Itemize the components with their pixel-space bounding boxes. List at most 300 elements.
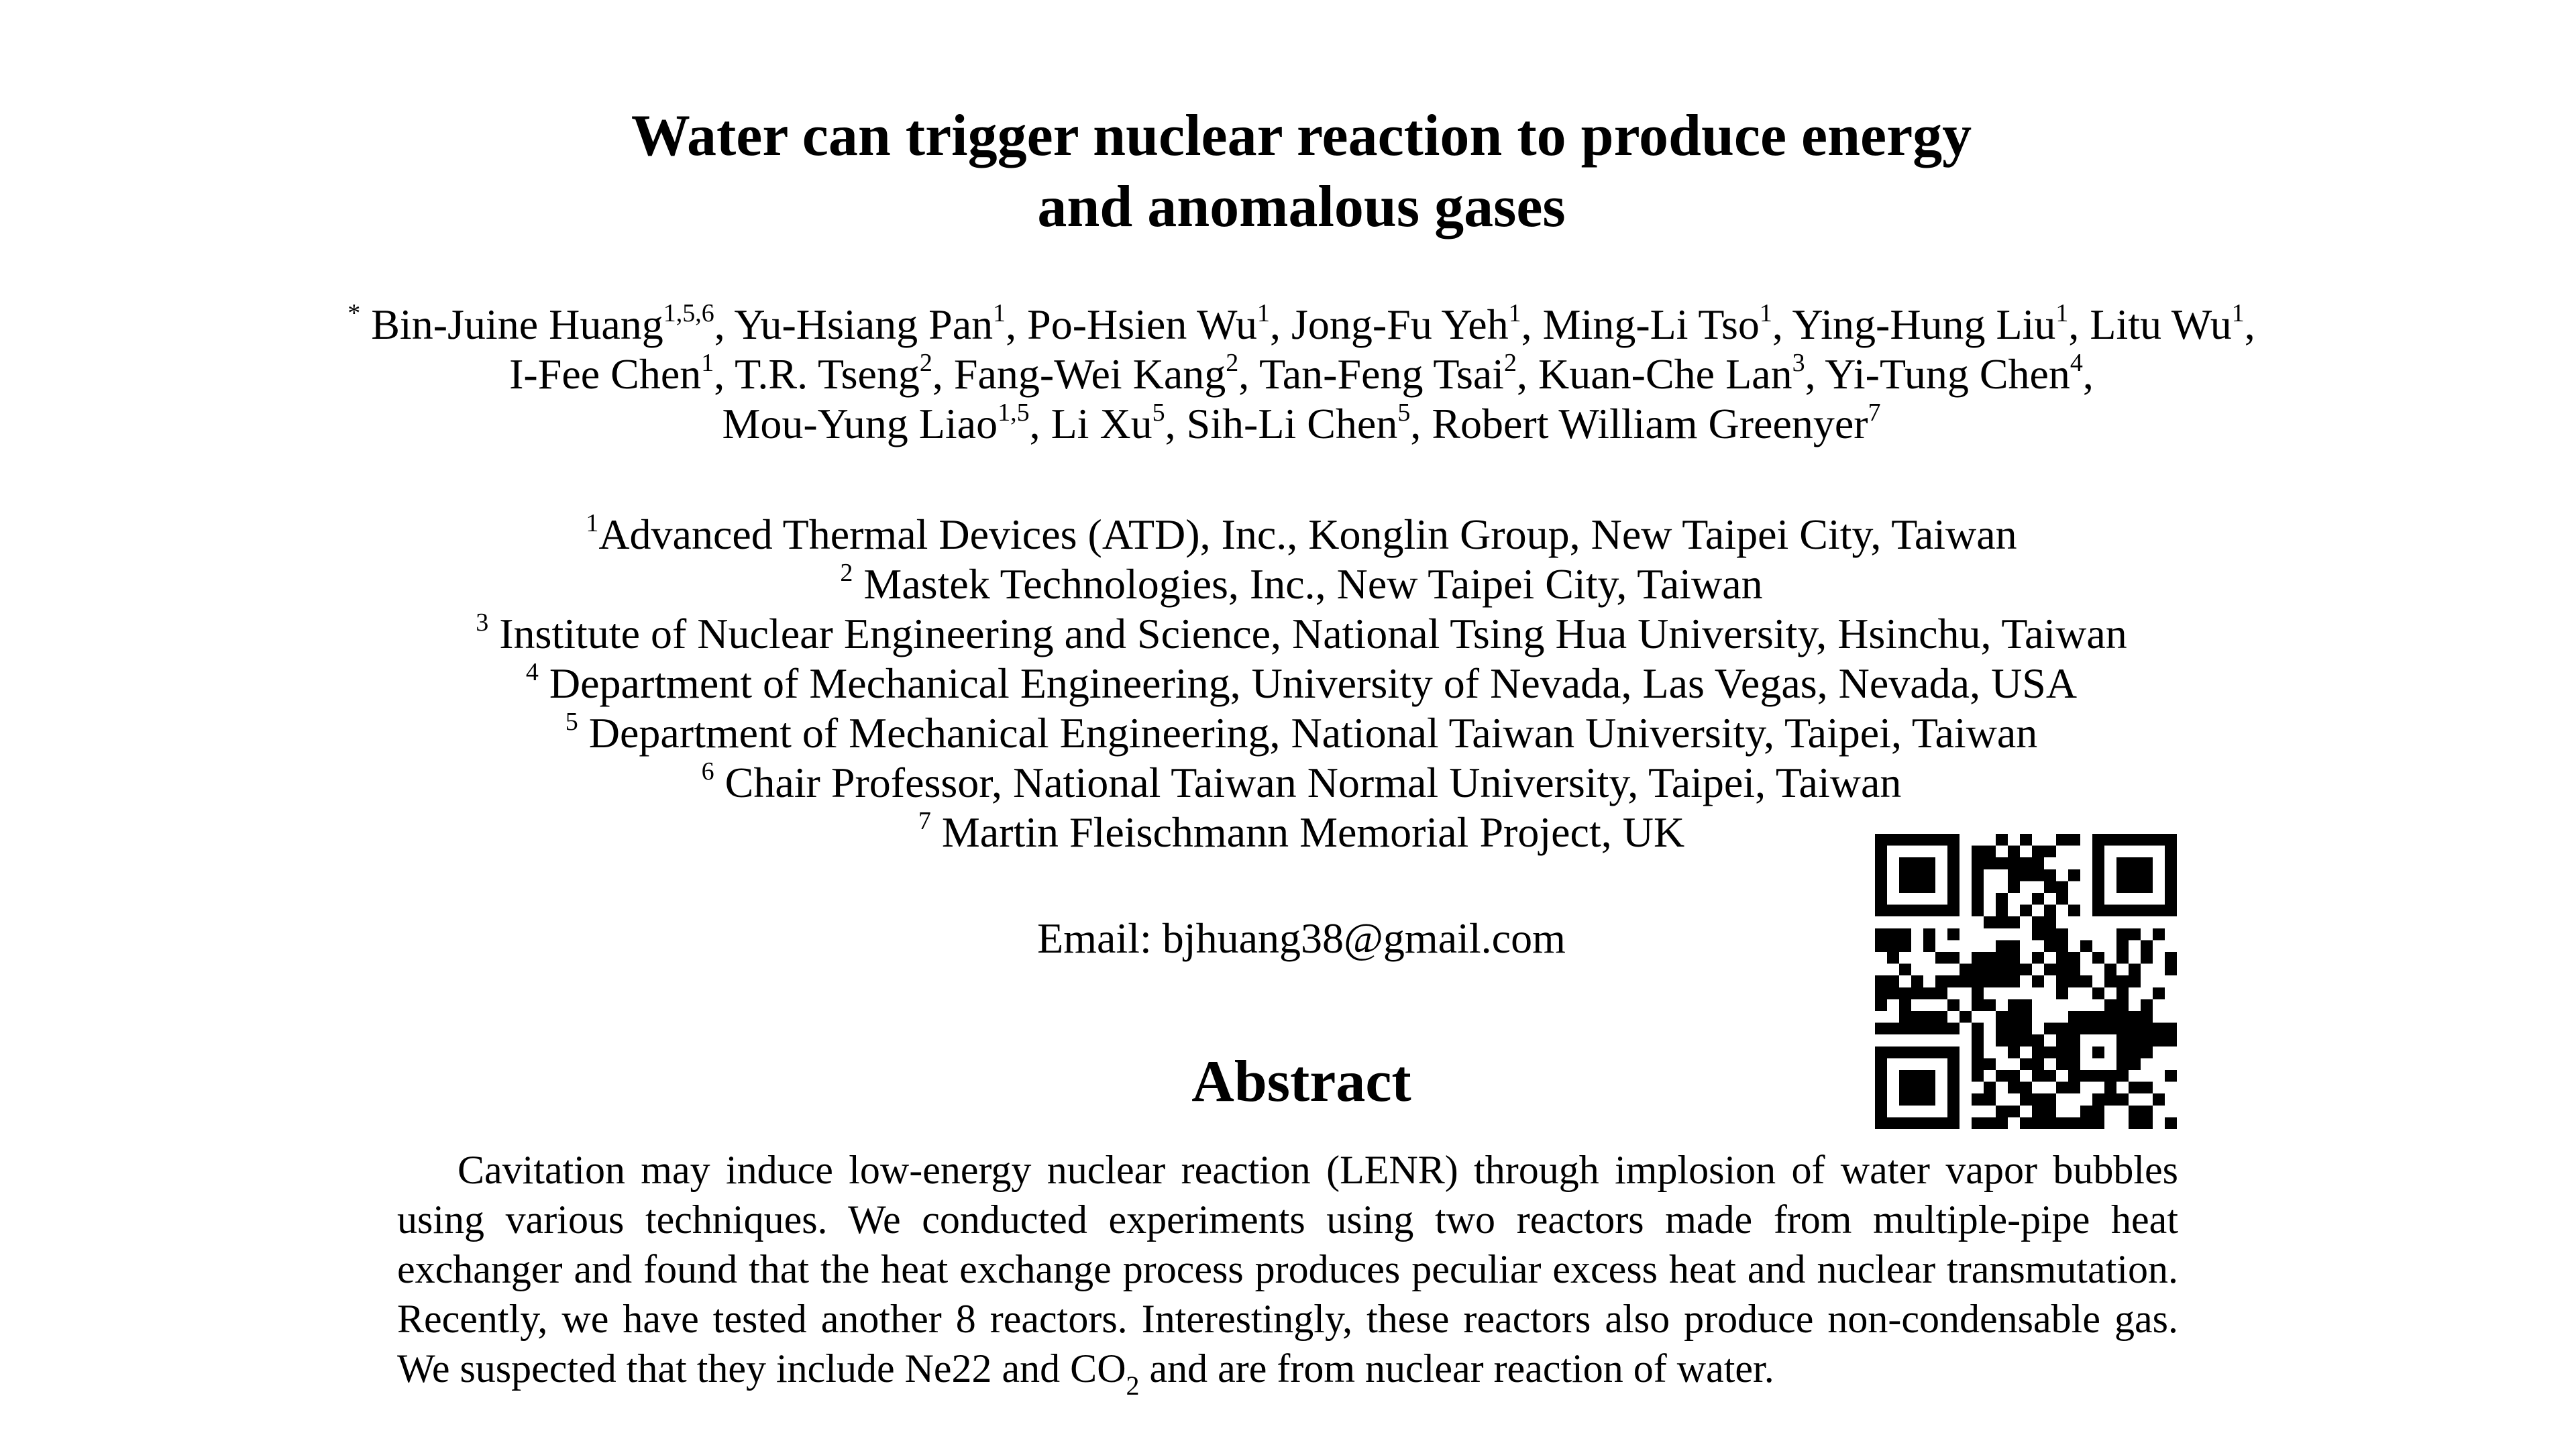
qr-module bbox=[1972, 881, 1984, 893]
qr-module bbox=[1911, 1011, 1923, 1023]
affiliation-number: 3 bbox=[476, 608, 489, 637]
qr-module bbox=[1996, 857, 2008, 869]
qr-module bbox=[2020, 1117, 2032, 1129]
qr-module bbox=[1875, 987, 1887, 1000]
qr-module bbox=[2153, 834, 2165, 846]
qr-module bbox=[1887, 952, 1899, 964]
qr-module bbox=[2080, 1117, 2092, 1129]
qr-module bbox=[2032, 893, 2044, 905]
qr-module bbox=[1923, 1117, 1935, 1129]
qr-module bbox=[2104, 1082, 2116, 1094]
qr-module bbox=[2056, 881, 2068, 893]
qr-module bbox=[2141, 857, 2153, 869]
author-affiliation-mark: 2 bbox=[919, 348, 932, 377]
author-name: Yu-Hsiang Pan bbox=[734, 301, 994, 348]
qr-module bbox=[2092, 1093, 2104, 1106]
author-name: Po-Hsien Wu bbox=[1027, 301, 1258, 348]
qr-module bbox=[1911, 1046, 1923, 1059]
qr-module bbox=[1996, 975, 2008, 987]
author-separator: , bbox=[1029, 400, 1051, 447]
qr-module bbox=[2129, 975, 2141, 987]
qr-module bbox=[2141, 940, 2153, 952]
author-name: Tan-Feng Tsai bbox=[1259, 350, 1505, 398]
qr-module bbox=[2116, 1046, 2129, 1059]
qr-module bbox=[2044, 940, 2056, 952]
affiliation-number: 7 bbox=[918, 806, 931, 835]
qr-module bbox=[1984, 952, 1996, 964]
qr-module bbox=[2044, 916, 2056, 928]
author-separator: , bbox=[1238, 350, 1260, 398]
author-separator: , bbox=[2082, 350, 2094, 398]
qr-module bbox=[1935, 987, 1947, 1000]
author-separator: , bbox=[1165, 400, 1187, 447]
qr-module bbox=[1923, 881, 1935, 893]
qr-module bbox=[2044, 905, 2056, 917]
author-separator: , bbox=[1410, 400, 1432, 447]
qr-module bbox=[2032, 916, 2044, 928]
qr-module bbox=[2044, 1093, 2056, 1106]
qr-module bbox=[1899, 1023, 1911, 1035]
qr-module bbox=[2092, 987, 2104, 1000]
qr-module bbox=[1947, 1023, 1960, 1035]
qr-module bbox=[1875, 1058, 1887, 1070]
affiliation-text: Martin Fleischmann Memorial Project, UK bbox=[930, 808, 1685, 856]
qr-module bbox=[2116, 1023, 2129, 1035]
qr-module bbox=[2044, 1070, 2056, 1082]
qr-module bbox=[1935, 952, 1947, 964]
qr-module bbox=[2032, 1058, 2044, 1070]
qr-module bbox=[1935, 1023, 1947, 1035]
qr-module bbox=[2056, 987, 2068, 1000]
qr-module bbox=[2092, 1070, 2104, 1082]
qr-module bbox=[1996, 834, 2008, 846]
qr-module bbox=[2104, 1093, 2116, 1106]
author-affiliation-mark: 4 bbox=[2070, 348, 2083, 377]
qr-module bbox=[1972, 987, 1984, 1000]
qr-module bbox=[2080, 1106, 2092, 1118]
affiliation-text: Institute of Nuclear Engineering and Science, National Tsing Hua University, Hsinchu, Taiwan bbox=[488, 610, 2127, 657]
qr-module bbox=[2032, 857, 2044, 869]
qr-module bbox=[2104, 1011, 2116, 1023]
qr-module bbox=[1911, 1070, 1923, 1082]
author-separator: , bbox=[2244, 301, 2255, 348]
qr-module bbox=[2165, 1034, 2177, 1046]
qr-module bbox=[1984, 857, 1996, 869]
qr-module bbox=[2080, 975, 2092, 987]
affiliation-number: 4 bbox=[525, 657, 539, 686]
qr-module bbox=[1875, 869, 1887, 881]
qr-module bbox=[2020, 1034, 2032, 1046]
qr-module bbox=[2165, 857, 2177, 869]
qr-module bbox=[2044, 869, 2056, 881]
qr-module bbox=[2032, 1034, 2044, 1046]
qr-module bbox=[2092, 1117, 2104, 1129]
qr-module bbox=[1887, 987, 1899, 1000]
qr-module bbox=[1972, 1046, 1984, 1059]
qr-module bbox=[2008, 1011, 2020, 1023]
qr-module bbox=[1911, 905, 1923, 917]
qr-module bbox=[2129, 964, 2141, 976]
qr-module bbox=[2129, 928, 2141, 941]
qr-module bbox=[2044, 964, 2056, 976]
qr-module bbox=[1972, 952, 1984, 964]
qr-module bbox=[1947, 952, 1960, 964]
qr-module bbox=[2056, 1046, 2068, 1059]
qr-module bbox=[2008, 846, 2020, 858]
abstract-subscript: 2 bbox=[1126, 1371, 1140, 1401]
qr-module bbox=[2141, 1117, 2153, 1129]
qr-module bbox=[2068, 1034, 2080, 1046]
qr-module bbox=[1984, 1093, 1996, 1106]
qr-module bbox=[1947, 1106, 1960, 1118]
qr-module bbox=[2032, 1046, 2044, 1059]
qr-module bbox=[2008, 1034, 2020, 1046]
affiliation-number: 1 bbox=[586, 508, 599, 537]
qr-module bbox=[1996, 952, 2008, 964]
author-separator: , bbox=[714, 350, 735, 398]
qr-module bbox=[2008, 964, 2020, 976]
qr-module bbox=[1960, 1011, 1972, 1023]
qr-module bbox=[2129, 1023, 2141, 1035]
qr-module bbox=[1947, 1082, 1960, 1094]
qr-module bbox=[2153, 1093, 2165, 1106]
author-name: Sih-Li Chen bbox=[1186, 400, 1398, 447]
qr-module bbox=[2008, 1046, 2020, 1059]
qr-module bbox=[2116, 869, 2129, 881]
qr-module bbox=[2044, 881, 2056, 893]
qr-module bbox=[2056, 1082, 2068, 1094]
qr-module bbox=[1887, 1046, 1899, 1059]
qr-module bbox=[1960, 975, 1972, 987]
qr-module bbox=[2141, 1046, 2153, 1059]
qr-module bbox=[1875, 857, 1887, 869]
qr-module bbox=[1923, 905, 1935, 917]
qr-module bbox=[1899, 987, 1911, 1000]
author-affiliation-mark: 1 bbox=[2231, 299, 2245, 327]
qr-module bbox=[1923, 1082, 1935, 1094]
qr-module bbox=[1899, 1011, 1911, 1023]
affiliation-number: 6 bbox=[701, 757, 714, 786]
qr-module bbox=[1972, 964, 1984, 976]
qr-module bbox=[2129, 869, 2141, 881]
qr-module bbox=[2020, 964, 2032, 976]
corresponding-author-mark: * bbox=[347, 299, 361, 327]
qr-module bbox=[1947, 834, 1960, 846]
qr-module bbox=[2116, 999, 2129, 1011]
qr-module bbox=[2044, 1106, 2056, 1118]
qr-module bbox=[2165, 834, 2177, 846]
qr-module bbox=[1996, 1070, 2008, 1082]
qr-module bbox=[2092, 846, 2104, 858]
qr-module bbox=[2020, 869, 2032, 881]
qr-module bbox=[2032, 928, 2044, 941]
qr-module bbox=[1947, 893, 1960, 905]
qr-module bbox=[2129, 1034, 2141, 1046]
qr-module bbox=[2104, 1023, 2116, 1035]
qr-module bbox=[1875, 1093, 1887, 1106]
qr-module bbox=[2116, 1058, 2129, 1070]
qr-module bbox=[2080, 1011, 2092, 1023]
affiliation-text: Department of Mechanical Engineering, National Taiwan University, Taipei, Taiwan bbox=[578, 709, 2038, 757]
qr-module bbox=[2056, 952, 2068, 964]
qr-module bbox=[1923, 1046, 1935, 1059]
qr-module bbox=[2116, 1093, 2129, 1106]
author-separator: , bbox=[714, 301, 735, 348]
qr-module bbox=[2116, 1034, 2129, 1046]
qr-module bbox=[2092, 893, 2104, 905]
qr-module bbox=[1947, 1117, 1960, 1129]
qr-module bbox=[1911, 834, 1923, 846]
author-line-1 bbox=[134, 300, 2469, 350]
author-affiliation-mark: 7 bbox=[1868, 398, 1881, 427]
qr-module bbox=[2008, 940, 2020, 952]
author-name: Litu Wu bbox=[2090, 301, 2232, 348]
qr-module bbox=[1996, 1023, 2008, 1035]
qr-module bbox=[2141, 869, 2153, 881]
qr-module bbox=[1972, 1093, 1984, 1106]
qr-module bbox=[2080, 940, 2092, 952]
qr-module bbox=[1875, 1070, 1887, 1082]
author-affiliation-mark: 1 bbox=[701, 348, 714, 377]
qr-module bbox=[2129, 1117, 2141, 1129]
qr-module bbox=[2104, 1070, 2116, 1082]
qr-module bbox=[2020, 1082, 2032, 1094]
qr-module bbox=[1996, 1034, 2008, 1046]
qr-module bbox=[2153, 1034, 2165, 1046]
qr-module bbox=[1984, 1082, 1996, 1094]
qr-module bbox=[1875, 1106, 1887, 1118]
qr-module bbox=[2104, 964, 2116, 976]
qr-module bbox=[2153, 987, 2165, 1000]
qr-module bbox=[2153, 1023, 2165, 1035]
qr-module bbox=[2141, 1082, 2153, 1094]
qr-module bbox=[2068, 1082, 2080, 1094]
qr-module bbox=[2141, 905, 2153, 917]
author-name: Yi-Tung Chen bbox=[1825, 350, 2070, 398]
qr-module bbox=[1911, 1117, 1923, 1129]
qr-module bbox=[2116, 905, 2129, 917]
qr-module bbox=[2008, 881, 2020, 893]
qr-module bbox=[1911, 1093, 1923, 1106]
affiliation-text: Mastek Technologies, Inc., New Taipei City, Taiwan bbox=[853, 560, 1763, 608]
corresponding-email: Email: bjhuang38@gmail.com bbox=[1037, 914, 1566, 962]
qr-module bbox=[2032, 975, 2044, 987]
qr-module bbox=[1947, 975, 1960, 987]
qr-module bbox=[1984, 999, 1996, 1011]
qr-module bbox=[1887, 975, 1899, 987]
qr-module bbox=[2092, 1023, 2104, 1035]
qr-module bbox=[1996, 916, 2008, 928]
qr-module bbox=[1911, 857, 1923, 869]
qr-module bbox=[1911, 987, 1923, 1000]
qr-module bbox=[1911, 1023, 1923, 1035]
author-name: Mou-Yung Liao bbox=[722, 400, 998, 447]
qr-module bbox=[1947, 999, 1960, 1011]
qr-module bbox=[2141, 881, 2153, 893]
qr-module bbox=[2008, 869, 2020, 881]
qr-module bbox=[2141, 834, 2153, 846]
qr-module bbox=[2165, 881, 2177, 893]
qr-module bbox=[2104, 905, 2116, 917]
title-line-2: and anomalous gases bbox=[1037, 174, 1566, 239]
qr-module bbox=[2129, 1106, 2141, 1118]
qr-module bbox=[1972, 893, 1984, 905]
qr-module bbox=[2044, 1117, 2056, 1129]
qr-module bbox=[2008, 916, 2020, 928]
qr-module bbox=[2056, 834, 2068, 846]
qr-module bbox=[1875, 1023, 1887, 1035]
affiliation-list bbox=[134, 510, 2469, 857]
qr-module bbox=[2044, 928, 2056, 941]
author-name: Robert William Greenyer bbox=[1432, 400, 1868, 447]
affiliation-line bbox=[134, 659, 2469, 708]
qr-module bbox=[2165, 964, 2177, 976]
qr-module bbox=[1875, 928, 1887, 941]
affiliation-line bbox=[134, 510, 2469, 559]
author-affiliation-mark: 1 bbox=[993, 299, 1006, 327]
qr-module bbox=[2020, 1093, 2032, 1106]
qr-module bbox=[1947, 1046, 1960, 1059]
qr-module bbox=[2165, 893, 2177, 905]
qr-module bbox=[1911, 881, 1923, 893]
qr-module bbox=[1887, 1117, 1899, 1129]
qr-module bbox=[2165, 1117, 2177, 1129]
qr-module bbox=[2056, 928, 2068, 941]
author-separator: , bbox=[1772, 301, 1792, 348]
qr-module bbox=[1972, 846, 1984, 858]
qr-module bbox=[2116, 857, 2129, 869]
affiliation-number: 2 bbox=[840, 558, 853, 587]
qr-module bbox=[1947, 846, 1960, 858]
qr-module bbox=[2020, 1023, 2032, 1035]
qr-module bbox=[2129, 1011, 2141, 1023]
qr-module bbox=[1972, 999, 1984, 1011]
qr-module bbox=[1875, 834, 1887, 846]
qr-module bbox=[2032, 1117, 2044, 1129]
abstract-text bbox=[397, 1145, 2178, 1401]
qr-module bbox=[2129, 1058, 2141, 1070]
qr-module bbox=[2008, 857, 2020, 869]
qr-module bbox=[2116, 928, 2129, 941]
qr-module bbox=[1923, 834, 1935, 846]
qr-code-icon bbox=[1875, 834, 2177, 1129]
qr-module bbox=[1899, 940, 1911, 952]
qr-module bbox=[2068, 869, 2080, 881]
affiliation-line bbox=[134, 708, 2469, 758]
qr-module bbox=[1911, 975, 1923, 987]
qr-module bbox=[1972, 1070, 1984, 1082]
qr-module bbox=[1923, 987, 1935, 1000]
qr-module bbox=[2044, 1023, 2056, 1035]
author-affiliation-mark: 2 bbox=[1226, 348, 1239, 377]
qr-module bbox=[1899, 964, 1911, 976]
qr-module bbox=[1935, 1011, 1947, 1023]
author-name: Kuan-Che Lan bbox=[1538, 350, 1792, 398]
qr-module bbox=[2032, 1093, 2044, 1106]
qr-module bbox=[1984, 846, 1996, 858]
qr-module bbox=[1875, 881, 1887, 893]
qr-module bbox=[1935, 1117, 1947, 1129]
qr-module bbox=[1935, 1046, 1947, 1059]
qr-module bbox=[2141, 1023, 2153, 1035]
paper-title bbox=[335, 101, 2267, 243]
qr-module bbox=[1923, 869, 1935, 881]
qr-module bbox=[2165, 869, 2177, 881]
qr-module bbox=[1947, 857, 1960, 869]
author-affiliation-mark: 2 bbox=[1504, 348, 1517, 377]
qr-module bbox=[2092, 905, 2104, 917]
qr-module bbox=[2129, 834, 2141, 846]
qr-module bbox=[2141, 952, 2153, 964]
qr-module bbox=[2044, 846, 2056, 858]
qr-module bbox=[2056, 964, 2068, 976]
qr-module bbox=[2056, 1034, 2068, 1046]
qr-module bbox=[1899, 1046, 1911, 1059]
qr-module bbox=[2116, 952, 2129, 964]
qr-module bbox=[2056, 893, 2068, 905]
qr-module bbox=[2032, 1070, 2044, 1082]
author-name: Ying-Hung Liu bbox=[1792, 301, 2056, 348]
author-affiliation-mark: 3 bbox=[1792, 348, 1805, 377]
qr-module bbox=[2056, 975, 2068, 987]
qr-module bbox=[2008, 975, 2020, 987]
qr-module bbox=[2020, 999, 2032, 1011]
qr-module bbox=[2056, 1058, 2068, 1070]
qr-module bbox=[1887, 928, 1899, 941]
affiliation-text: Chair Professor, National Taiwan Normal University, Taipei, Taiwan bbox=[714, 759, 1902, 806]
qr-module bbox=[1923, 940, 1935, 952]
qr-module bbox=[1996, 905, 2008, 917]
qr-module bbox=[1899, 834, 1911, 846]
qr-module bbox=[2032, 1106, 2044, 1118]
qr-module bbox=[2008, 999, 2020, 1011]
affiliation-number: 5 bbox=[565, 707, 578, 736]
author-line-3 bbox=[134, 399, 2469, 449]
qr-module bbox=[1875, 1046, 1887, 1059]
qr-module bbox=[1899, 857, 1911, 869]
qr-module bbox=[2129, 905, 2141, 917]
qr-module bbox=[1875, 999, 1887, 1011]
qr-module bbox=[2129, 881, 2141, 893]
qr-module bbox=[2141, 1011, 2153, 1023]
qr-module bbox=[2068, 1046, 2080, 1059]
qr-module bbox=[2008, 1070, 2020, 1082]
qr-module bbox=[2104, 975, 2116, 987]
qr-module bbox=[1972, 1058, 1984, 1070]
qr-module bbox=[1887, 940, 1899, 952]
qr-module bbox=[2165, 1023, 2177, 1035]
qr-module bbox=[2153, 905, 2165, 917]
qr-module bbox=[1935, 834, 1947, 846]
author-name: Fang-Wei Kang bbox=[953, 350, 1226, 398]
author-affiliation-mark: 1 bbox=[1759, 299, 1772, 327]
qr-module bbox=[1947, 1070, 1960, 1082]
qr-module bbox=[1947, 1058, 1960, 1070]
abstract-heading: Abstract bbox=[1191, 1049, 1411, 1114]
qr-module bbox=[2068, 1058, 2080, 1070]
qr-module bbox=[2141, 1034, 2153, 1046]
qr-module bbox=[1996, 893, 2008, 905]
qr-module bbox=[2008, 952, 2020, 964]
author-separator: , bbox=[2068, 301, 2090, 348]
qr-module bbox=[2092, 1011, 2104, 1023]
qr-module bbox=[2116, 940, 2129, 952]
qr-module bbox=[2129, 1046, 2141, 1059]
qr-module bbox=[2092, 952, 2104, 964]
qr-module bbox=[2032, 952, 2044, 964]
affiliation-text: Advanced Thermal Devices (ATD), Inc., Konglin Group, New Taipei City, Taiwan bbox=[598, 511, 2017, 558]
qr-module bbox=[2104, 834, 2116, 846]
